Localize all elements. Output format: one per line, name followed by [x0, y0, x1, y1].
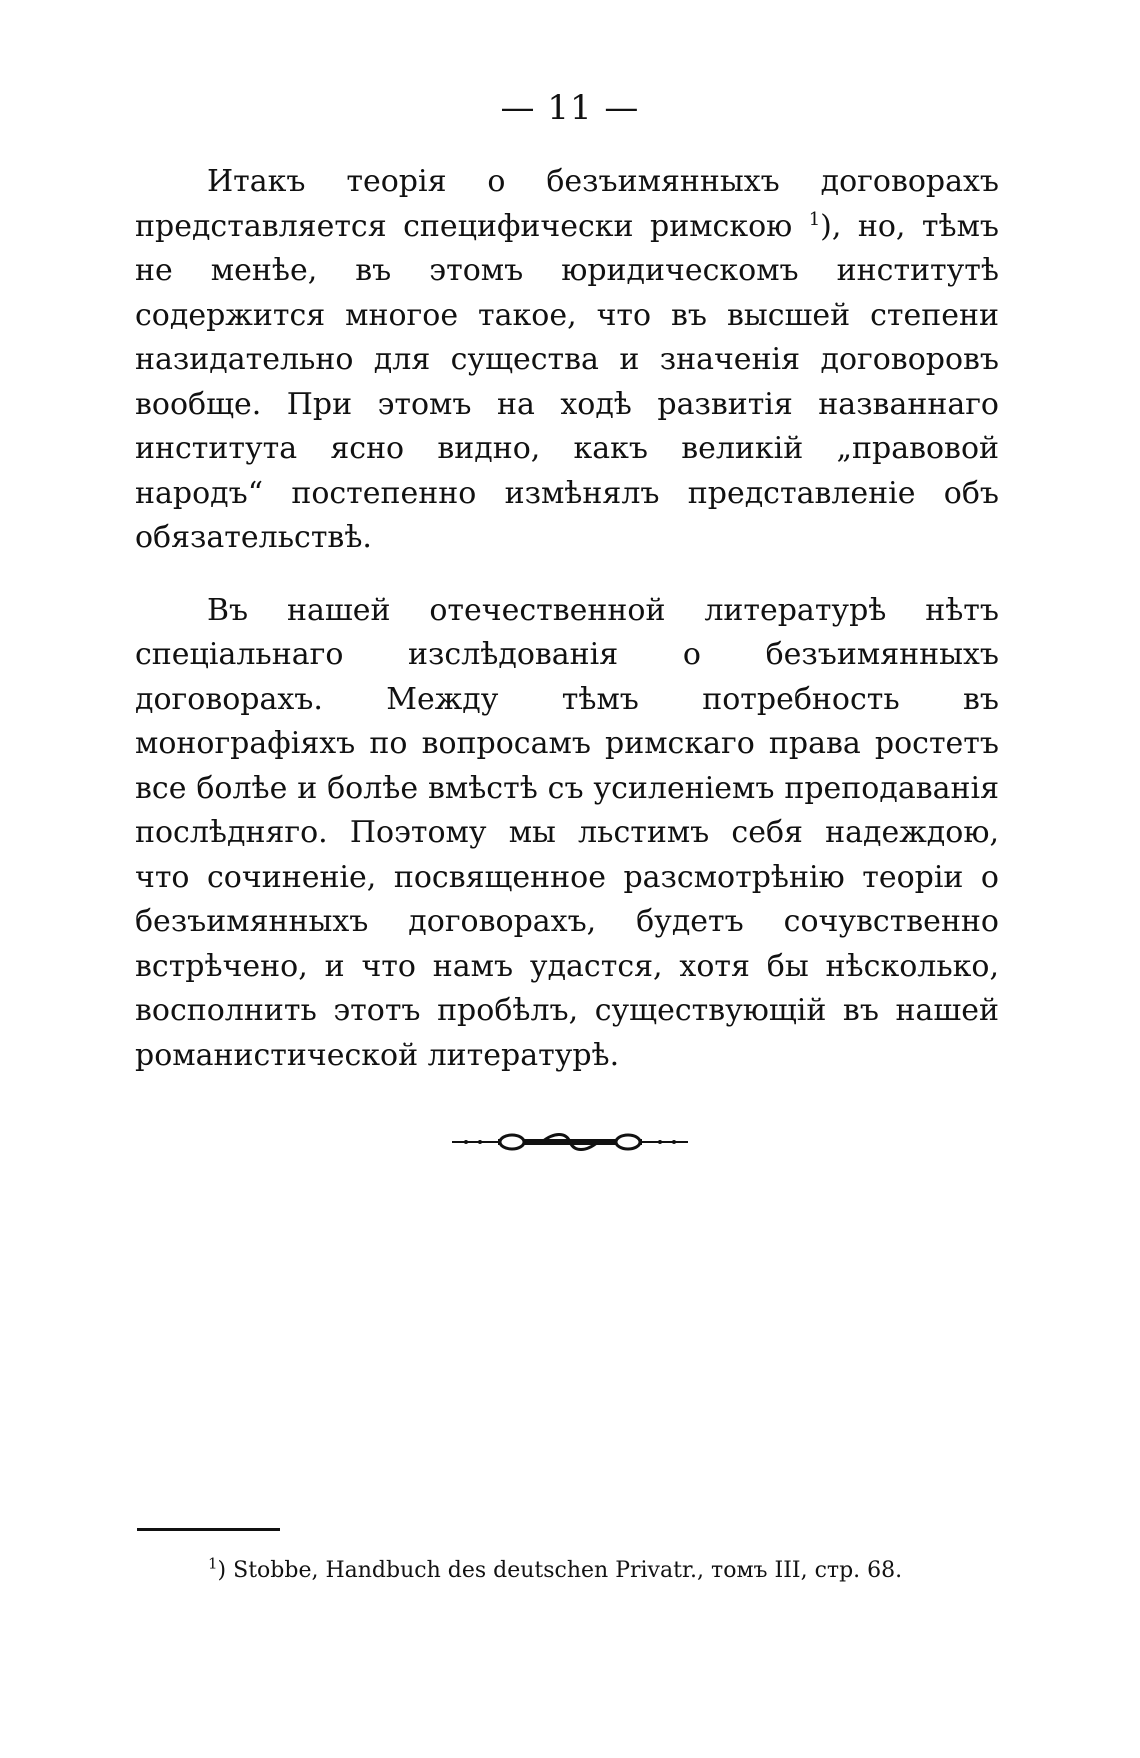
paragraph-1-text-start: Итакъ теорія о безъимянныхъ договорахъ представляется специфически римскою — [135, 164, 999, 244]
paragraph-1 — [135, 160, 999, 561]
paragraph-1-text-end: ), но, тѣмъ не менѣе, въ этомъ юридическомъ институтѣ содержится многое такое, что въ высшей степени назидательно для существа и значенія договоровъ вообще. При этомъ на ходѣ развитія названнаго института ясно видно, какъ великій „правовой народъ“ постепенно измѣнялъ представленіе объ обязательствѣ. — [135, 208, 1000, 555]
page-number: — 11 — — [500, 88, 640, 128]
footnote-separator — [137, 1528, 280, 1531]
paragraph-2: Въ нашей отечественной литературѣ нѣтъ спеціальнаго изслѣдованія о безъимянныхъ договорахъ. Между тѣмъ потребность въ монографіяхъ по вопросамъ римскаго права ростетъ все болѣе и болѣе вмѣстѣ съ усиленіемъ преподаванія послѣдняго. Поэтому мы льстимъ себя надеждою, что сочиненіе, посвященное разсмотрѣнію теоріи о безъимянныхъ договорахъ, будетъ сочувственно встрѣчено, и что намъ удастся, хотя бы нѣсколько, восполнить этотъ пробѣлъ, существующій въ нашей романистической литературѣ. — [135, 592, 999, 1073]
footnote-reference: 1 — [808, 208, 821, 230]
ornament-icon — [450, 1130, 690, 1154]
footnote-text: ) Stobbe, Handbuch des deutschen Privatr., томъ III, стр. 68. — [217, 1558, 903, 1583]
footnote-mark: 1 — [208, 1554, 218, 1573]
footnote — [208, 1556, 968, 1586]
main-text — [135, 160, 999, 1078]
